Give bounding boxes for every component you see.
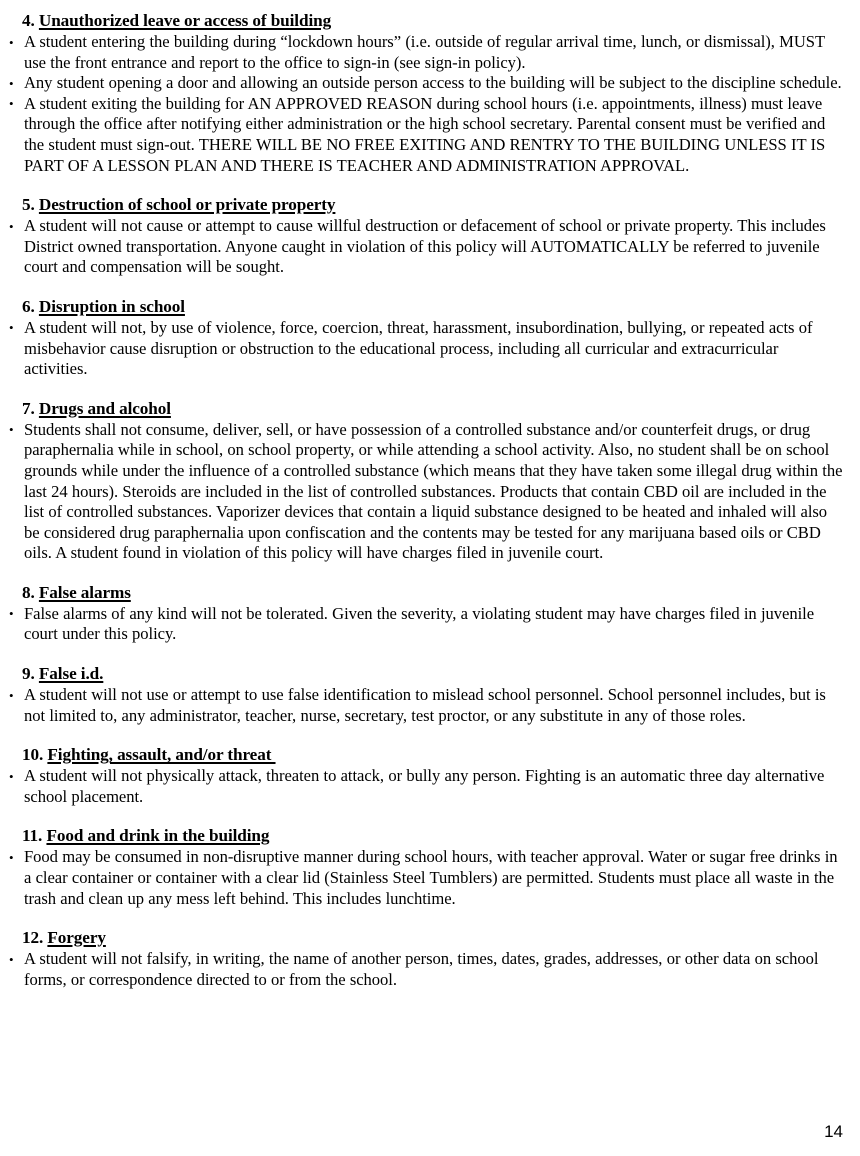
page-number: 14 [824,1122,843,1141]
policy-section [0,296,843,380]
section-title: Disruption in school [38,296,185,316]
section-bullet-list [0,420,843,564]
section-number: 9. [22,664,35,684]
bullet-item: • A student entering the building during “lockdown hours” (i.e. outside of regular arrival time, lunch, or dismissal), MUST use the front entrance and report to the office to sign-in (see sign-in policy). [0,32,843,73]
section-number: 5. [22,195,35,215]
document-body [0,10,843,990]
section-title: Forgery [47,928,106,948]
policy-section [0,927,843,990]
section-heading [22,296,843,317]
bullet-item: • Students shall not consume, deliver, sell, or have possession of a controlled substance and/or counterfeit drugs, or drug paraphernalia while in school, on school property, or while attending a school activity. Also, no student shall be on school grounds while under the influence of a controlled substance (which means that they have taken some illegal drug within the last 24 hours). Steroids are included in the list of controlled substances. Products that contain CBD oil are included in the list of controlled substances. Vaporizer devices that contain a liquid substance designed to be heated and inhaled will also be considered drug paraphernalia upon confiscation and the contents may be tested for any marijuana based oils or CBD oils. A student found in violation of this policy will have charges filed in juvenile court. [0,420,843,564]
section-heading [22,927,843,948]
section-heading [22,582,843,603]
section-heading [22,10,843,31]
section-heading [22,194,843,215]
section-bullet-list [0,949,843,990]
section-bullet-list [0,685,843,726]
section-number: 7. [22,398,35,418]
policy-section [0,744,843,807]
section-title: False alarms [38,582,131,602]
section-bullet-list [0,847,843,909]
bullet-item: • A student will not physically attack, threaten to attack, or bully any person. Fighting is an automatic three day alternative school placement. [0,766,843,807]
section-bullet-list [0,318,843,380]
bullet-item: • False alarms of any kind will not be tolerated. Given the severity, a violating student may have charges filed in juvenile court under this policy. [0,604,843,645]
section-title: Drugs and alcohol [38,398,171,418]
bullet-item: • A student will not falsify, in writing, the name of another person, times, dates, grades, addresses, or other data on school forms, or correspondence directed to or from the school. [0,949,843,990]
section-heading [22,398,843,419]
policy-section [0,10,843,176]
section-title: Unauthorized leave or access of building [38,11,332,30]
bullet-item: • A student exiting the building for AN APPROVED REASON during school hours (i.e. appointments, illness) must leave through the office after notifying either administration or the high school secretary. Parental consent must be verified and the student must sign-out. THERE WILL BE NO FREE EXITING AND RENTRY TO THE BUILDING UNLESS IT IS PART OF A LESSON PLAN AND THERE IS TEACHER AND ADMINISTRATION APPROVAL. [0,94,843,176]
section-heading [22,825,843,846]
policy-section [0,398,843,564]
section-bullet-list [0,32,843,176]
section-number: 4. [22,11,35,30]
section-heading [22,663,843,684]
bullet-item: • A student will not use or attempt to use false identification to mislead school personnel. School personnel includes, but is not limited to, any administrator, teacher, nurse, secretary, test proctor, or any substitute in any of those roles. [0,685,843,726]
section-heading [22,744,843,765]
section-title: Destruction of school or private property [38,195,336,215]
section-bullet-list [0,766,843,807]
section-title: Fighting, assault, and/or threat [47,745,276,765]
section-number: 6. [22,296,35,316]
bullet-item: • A student will not, by use of violence, force, coercion, threat, harassment, insubordination, bullying, or repeated acts of misbehavior cause disruption or obstruction to the educational process, including all curricular and extracurricular activities. [0,318,843,380]
bullet-item: • Food may be consumed in non-disruptive manner during school hours, with teacher approval. Water or sugar free drinks in a clear container or container with a clear lid (Stainless Steel Tumblers) are permitted. Students must place all waste in the trash and clean up any mess left behind. This includes lunchtime. [0,847,843,909]
section-bullet-list [0,216,843,278]
policy-section [0,825,843,909]
section-bullet-list [0,604,843,645]
section-number: 12. [22,928,44,948]
policy-section [0,582,843,645]
bullet-item: • A student will not cause or attempt to cause willful destruction or defacement of school or private property. This includes District owned transportation. Anyone caught in violation of this policy will AUTOMATICALLY be referred to juvenile court and compensation will be sought. [0,216,843,278]
section-number: 10. [22,745,44,765]
bullet-item: • Any student opening a door and allowing an outside person access to the building will be subject to the discipline schedule. [0,73,843,94]
section-number: 11. [22,826,43,846]
policy-section [0,663,843,726]
section-title: Food and drink in the building [46,826,270,846]
section-title: False i.d. [38,664,104,684]
section-number: 8. [22,582,35,602]
policy-section [0,194,843,278]
